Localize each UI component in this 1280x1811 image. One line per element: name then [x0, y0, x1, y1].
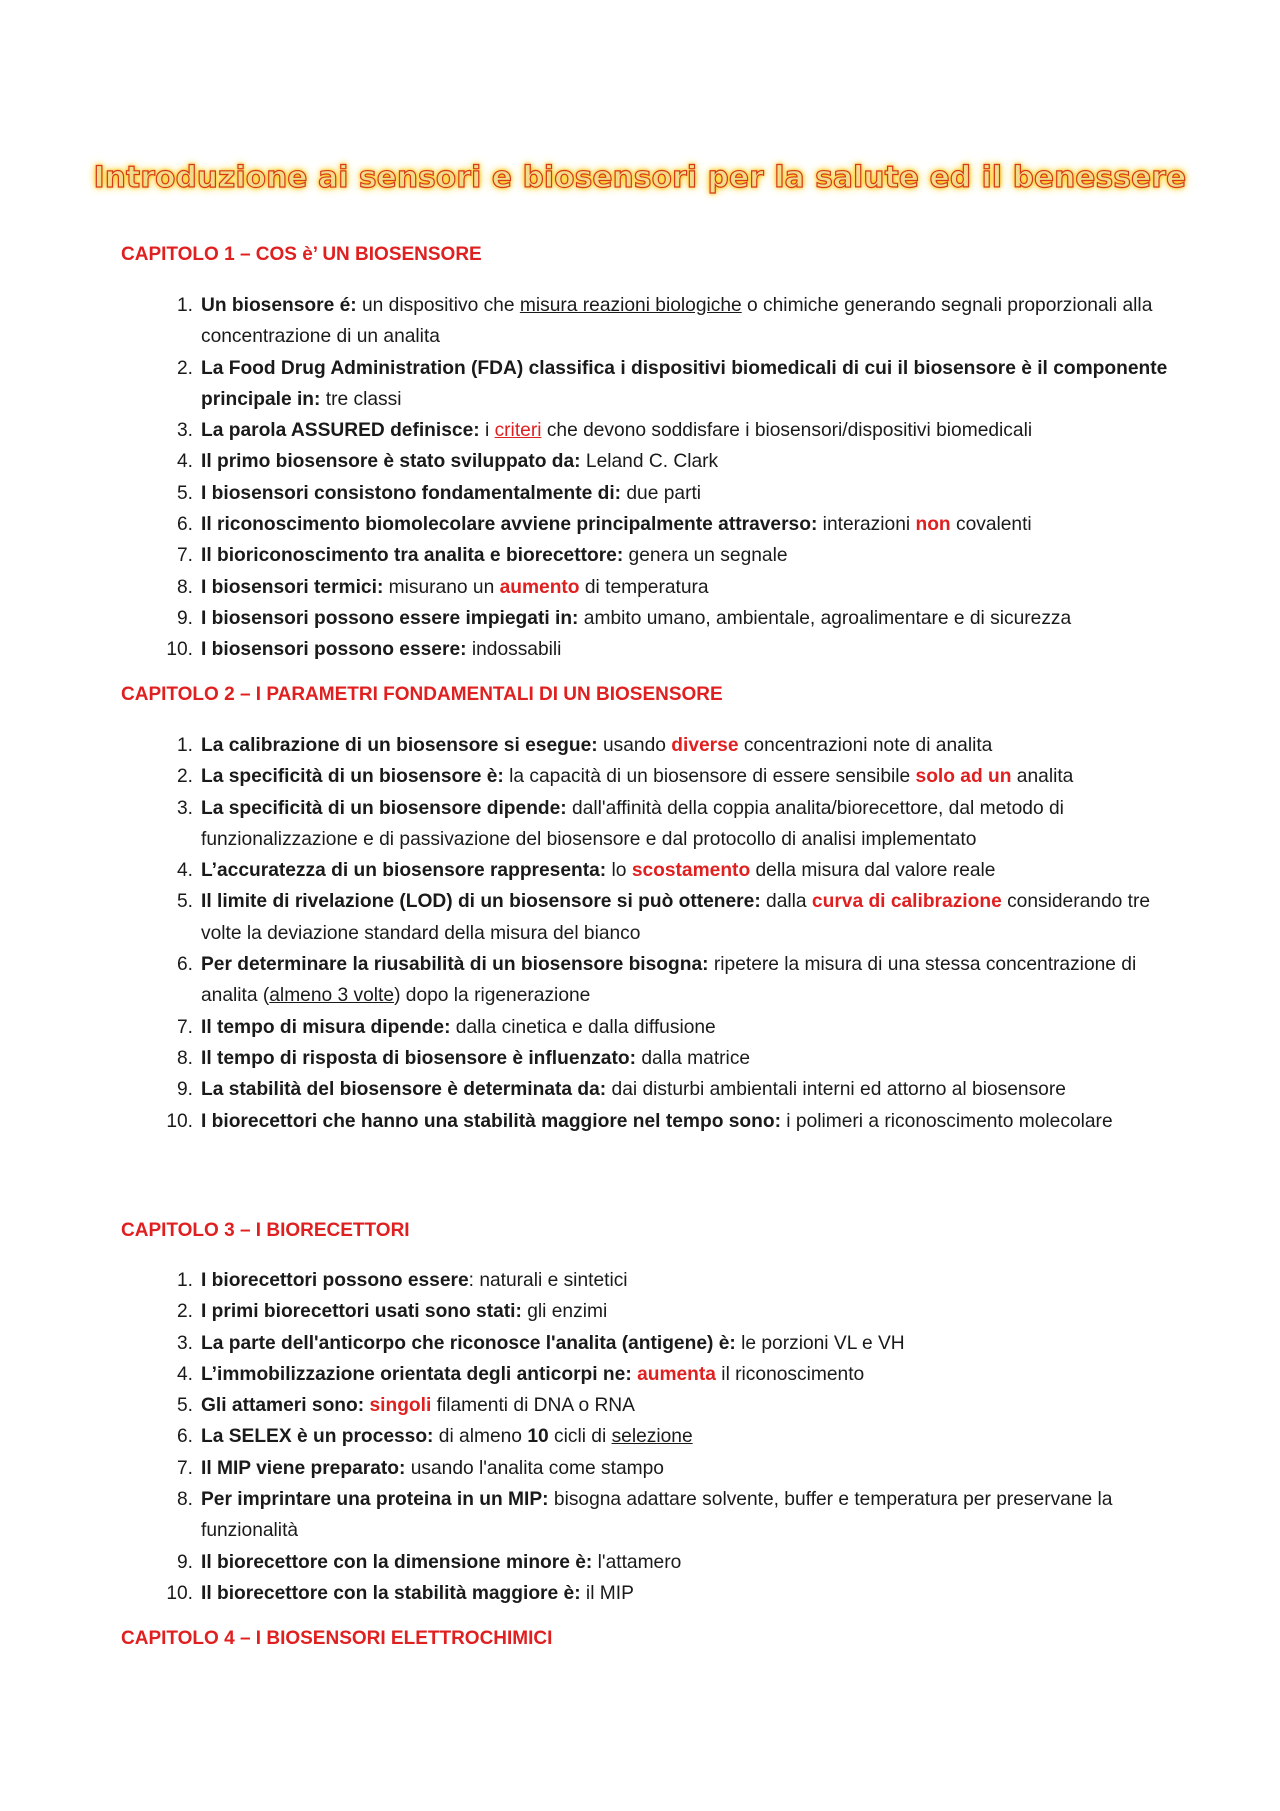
item-number: 2.	[176, 1301, 193, 1323]
answer-text: di almeno	[433, 1426, 528, 1448]
list-item	[0, 793, 1280, 856]
answer-text: dalla matrice	[635, 1047, 751, 1069]
question-text: Per imprintare una proteina in un MIP:	[201, 1489, 549, 1511]
highlight-text: scostamento	[631, 860, 751, 882]
answer-text: dalla cinetica e dalla diffusione	[450, 1016, 716, 1038]
item-number: 8.	[176, 1489, 193, 1511]
item-number: 1.	[176, 295, 193, 316]
chapter-3-list	[0, 1265, 1280, 1609]
question-text: I biosensori possono essere impiegati in:	[201, 607, 579, 629]
answer-text: ) dopo la rigenerazione	[394, 985, 591, 1007]
answer-text: dalla	[760, 891, 812, 913]
answer-text: o chimiche generando segnali proporzionali alla concentrazione di un analita	[201, 295, 1153, 348]
list-item	[0, 1421, 1280, 1452]
question-text: Il MIP viene preparato:	[201, 1457, 406, 1479]
list-item	[0, 1578, 1280, 1609]
item-number: 5.	[176, 891, 193, 913]
question-text: La specificità di un biosensore dipende:	[201, 797, 567, 819]
answer-text: il riconoscimento	[715, 1363, 865, 1385]
item-number: 10.	[166, 1110, 193, 1132]
answer-text: ripetere la misura di una stessa concentrazione di analita (	[201, 954, 1137, 1007]
answer-text: considerando tre volte la deviazione standard della misura del bianco	[201, 891, 1151, 944]
highlight-text: curva di calibrazione	[811, 891, 1002, 913]
list-item	[0, 761, 1280, 792]
question-text: La specificità di un biosensore è:	[201, 766, 504, 788]
list-item	[0, 572, 1280, 603]
underlined-text: criteri	[494, 420, 542, 442]
chapter-2-heading: CAPITOLO 2 – I PARAMETRI FONDAMENTALI DI UN BIOSENSORE	[121, 684, 723, 705]
answer-text: tre classi	[320, 388, 402, 410]
question-text: Il tempo di misura dipende:	[201, 1016, 451, 1038]
item-number: 7.	[176, 545, 193, 567]
answer-text: un dispositivo che	[356, 295, 520, 316]
question-text: La SELEX è un processo:	[201, 1426, 434, 1448]
item-number: 1.	[176, 1270, 193, 1291]
answer-text: misurano un	[383, 576, 500, 598]
list-item	[0, 1043, 1280, 1074]
list-item	[0, 415, 1280, 446]
item-number: 2.	[176, 766, 193, 788]
item-number: 9.	[176, 1079, 193, 1101]
item-number: 8.	[176, 1047, 193, 1069]
list-item	[0, 1390, 1280, 1421]
answer-text: bisogna adattare solvente, buffer e temperatura per preservane la funzionalità	[201, 1489, 1113, 1542]
list-item	[0, 1328, 1280, 1359]
question-text: Il riconoscimento biomolecolare avviene principalmente attraverso:	[201, 514, 818, 536]
answer-text: usando l'analita come stampo	[405, 1457, 664, 1479]
answer-text: i	[479, 420, 495, 442]
answer-text: indossabili	[466, 639, 562, 661]
list-item	[0, 730, 1280, 761]
answer-text: concentrazioni note di analita	[738, 735, 993, 756]
answer-text: cicli di	[548, 1426, 612, 1448]
item-number: 3.	[176, 797, 193, 819]
item-number: 4.	[176, 1363, 193, 1385]
item-number: 2.	[176, 357, 193, 379]
answer-text: l'attamero	[592, 1551, 682, 1573]
question-text: L’accuratezza di un biosensore rappresenta:	[201, 860, 607, 882]
item-number: 5.	[176, 482, 193, 504]
highlight-text: aumento	[499, 576, 580, 598]
question-text: I biosensori consistono fondamentalmente di:	[201, 482, 622, 504]
answer-text: lo	[606, 860, 632, 882]
question-text: I biosensori termici:	[201, 576, 384, 598]
question-text: Un biosensore é:	[201, 295, 357, 316]
item-number: 6.	[176, 514, 193, 536]
question-text: La parola ASSURED definisce:	[201, 420, 480, 442]
answer-text: che devono soddisfare i biosensori/dispositivi biomedicali	[541, 420, 1033, 442]
item-number: 1.	[176, 735, 193, 756]
item-number: 4.	[176, 860, 193, 882]
question-text: Il biorecettore con la dimensione minore è:	[201, 1551, 593, 1573]
question-text: Il primo biosensore è stato sviluppato da:	[201, 451, 581, 473]
underlined-text: almeno 3 volte	[269, 985, 395, 1007]
highlight-text: singoli	[369, 1395, 432, 1417]
list-item	[0, 478, 1280, 509]
answer-text: usando	[597, 735, 672, 756]
question-text: Il bioriconoscimento tra analita e biorecettore:	[201, 545, 624, 567]
question-text: La parte dell'anticorpo che riconosce l'analita (antigene) è:	[201, 1332, 736, 1354]
highlight-text: aumenta	[637, 1363, 716, 1385]
item-number: 5.	[176, 1395, 193, 1417]
answer-text: : naturali e sintetici	[468, 1270, 628, 1291]
answer-text: gli enzimi	[521, 1301, 608, 1323]
highlight-text: non	[915, 514, 951, 536]
answer-text: le porzioni VL e VH	[735, 1332, 905, 1354]
chapter-2-list	[0, 730, 1280, 1137]
answer-text: genera un segnale	[623, 545, 788, 567]
answer-text: dall'affinità della coppia analita/biorecettore, dal metodo di funzionalizzazione e di passivazione del biosensore e dal protocollo di analisi implementato	[201, 797, 1064, 850]
list-item	[0, 1547, 1280, 1578]
answer-text: Leland C. Clark	[580, 451, 719, 473]
item-number: 9.	[176, 1551, 193, 1573]
list-item	[0, 1265, 1280, 1296]
list-item	[0, 886, 1280, 949]
question-text: Per determinare la riusabilità di un biosensore bisogna:	[201, 954, 709, 976]
answer-text: filamenti di DNA o RNA	[431, 1395, 635, 1417]
answer-text: interazioni	[817, 514, 916, 536]
list-item	[0, 540, 1280, 571]
question-text: Il biorecettore con la stabilità maggiore è:	[201, 1582, 581, 1604]
question-text: Il tempo di risposta di biosensore è influenzato:	[201, 1047, 636, 1069]
item-number: 9.	[176, 607, 193, 629]
question-text: I biorecettori possono essere	[201, 1270, 469, 1291]
list-item	[0, 949, 1280, 1012]
item-number: 10.	[166, 1582, 193, 1604]
highlight-text: diverse	[671, 735, 739, 756]
question-text: La calibrazione di un biosensore si esegue:	[201, 735, 598, 756]
answer-text: i polimeri a riconoscimento molecolare	[780, 1110, 1113, 1132]
list-item	[0, 855, 1280, 886]
item-number: 8.	[176, 576, 193, 598]
item-number: 7.	[176, 1457, 193, 1479]
answer-text: covalenti	[950, 514, 1032, 536]
list-item	[0, 509, 1280, 540]
highlight-text: solo ad un	[915, 766, 1012, 788]
question-text: I biorecettori che hanno una stabilità maggiore nel tempo sono:	[201, 1110, 781, 1132]
list-item	[0, 603, 1280, 634]
chapter-3-heading: CAPITOLO 3 – I BIORECETTORI	[121, 1220, 410, 1241]
answer-text: dai disturbi ambientali interni ed attorno al biosensore	[606, 1079, 1066, 1101]
chapter-1-heading: CAPITOLO 1 – COS è’ UN BIOSENSORE	[121, 244, 482, 265]
item-number: 3.	[176, 420, 193, 442]
item-number: 7.	[176, 1016, 193, 1038]
item-number: 3.	[176, 1332, 193, 1354]
answer-text: di temperatura	[579, 576, 709, 598]
list-item	[0, 1074, 1280, 1105]
question-text: 10	[527, 1426, 549, 1448]
question-text: Gli attameri sono:	[201, 1395, 365, 1417]
list-item	[0, 1296, 1280, 1327]
list-item	[0, 1484, 1280, 1547]
list-item	[0, 1453, 1280, 1484]
list-item	[0, 446, 1280, 477]
underlined-text: misura reazioni biologiche	[519, 295, 742, 316]
chapter-4-heading: CAPITOLO 4 – I BIOSENSORI ELETTROCHIMICI	[121, 1628, 553, 1649]
answer-text: due parti	[621, 482, 702, 504]
answer-text: la capacità di un biosensore di essere sensibile	[503, 766, 916, 788]
list-item	[0, 1106, 1280, 1137]
item-number: 10.	[166, 639, 193, 661]
answer-text: ambito umano, ambientale, agroalimentare e di sicurezza	[578, 607, 1072, 629]
answer-text: della misura dal valore reale	[750, 860, 996, 882]
list-item	[0, 290, 1280, 353]
item-number: 6.	[176, 954, 193, 976]
question-text: I primi biorecettori usati sono stati:	[201, 1301, 522, 1323]
item-number: 6.	[176, 1426, 193, 1448]
question-text: I biosensori possono essere:	[201, 639, 467, 661]
question-text: La stabilità del biosensore è determinata da:	[201, 1079, 607, 1101]
question-text: L’immobilizzazione orientata degli anticorpi ne:	[201, 1363, 632, 1385]
question-text: Il limite di rivelazione (LOD) di un biosensore si può ottenere:	[201, 891, 761, 913]
list-item	[0, 634, 1280, 665]
list-item	[0, 1359, 1280, 1390]
item-number: 4.	[176, 451, 193, 473]
underlined-text: selezione	[611, 1426, 693, 1448]
document-title: Introduzione ai sensori e biosensori per la salute ed il benessere	[93, 160, 1187, 194]
answer-text: analita	[1011, 766, 1074, 788]
list-item	[0, 1012, 1280, 1043]
chapter-1-list	[0, 290, 1280, 666]
question-text: La Food Drug Administration (FDA) classifica i dispositivi biomedicali di cui il biosensore è il componente principale in:	[201, 357, 1168, 410]
answer-text: il MIP	[580, 1582, 634, 1604]
list-item	[0, 353, 1280, 416]
